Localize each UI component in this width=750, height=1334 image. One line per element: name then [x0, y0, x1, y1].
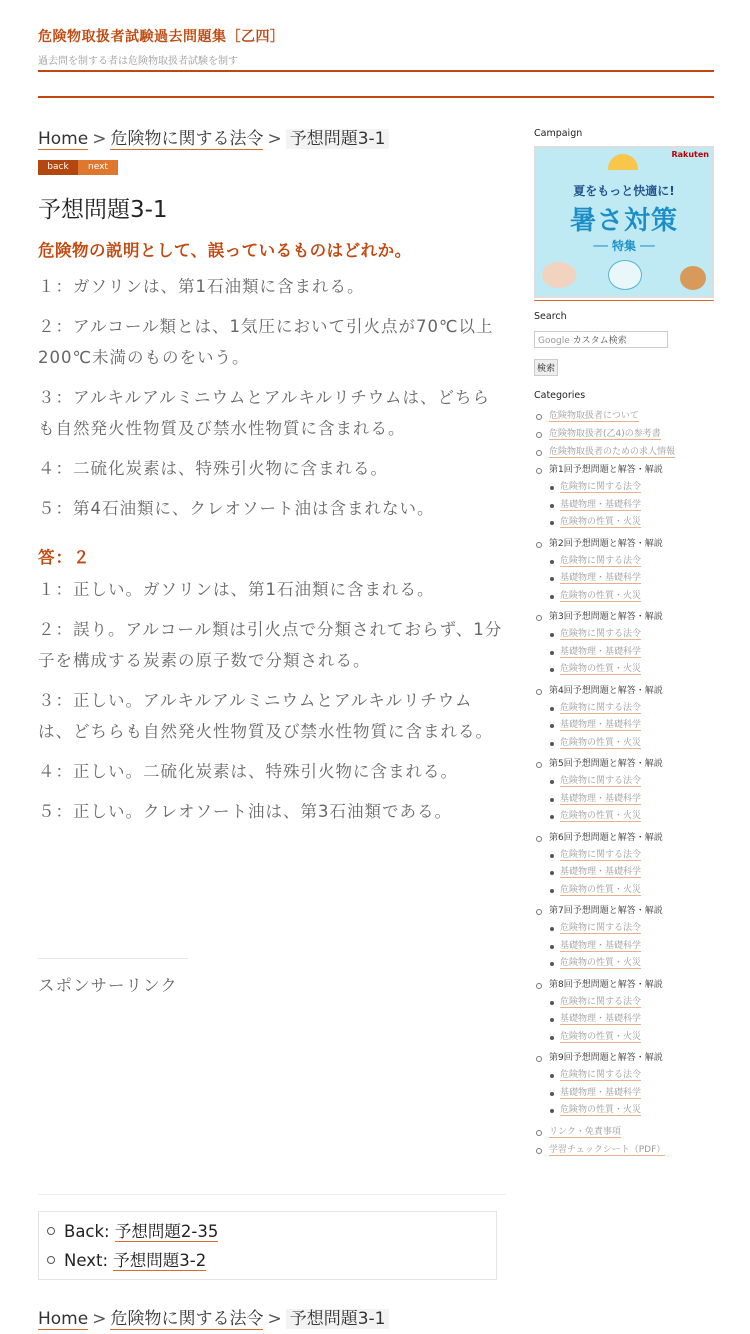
explanation-item: ２：誤り。アルコール類は引火点で分類されておらず、1分子を構成する炭素の原子数で分類される。 [38, 620, 503, 670]
subcategory-item[interactable] [534, 773, 716, 791]
site-description: 過去問を制する者は危険物取扱者試験を制す [38, 56, 238, 67]
subcategory-item[interactable] [534, 570, 716, 588]
category-label: 第5回予想問題と解答・解説 [549, 759, 663, 769]
campaign-banner[interactable] [534, 146, 714, 298]
subcategory-item[interactable] [534, 479, 716, 497]
subcategory-label: 危険物に関する法令 [560, 923, 642, 933]
subcategory-item[interactable] [534, 588, 716, 606]
dog-image [680, 266, 706, 290]
subcategory-label: 基礎物理・基礎科学 [560, 499, 642, 510]
option-item: ２：アルコール類とは、1気圧において引火点が70℃以上200℃未満のものをいう。 [38, 317, 494, 367]
subcategory-label: 基礎物理・基礎科学 [560, 573, 642, 583]
category-item[interactable] [534, 1123, 716, 1141]
subcategory-item[interactable] [534, 514, 716, 532]
category-label: 第9回予想問題と解答・解説 [549, 1053, 663, 1063]
subcategory-label: 危険物の性質・火災 [560, 811, 642, 821]
category-label: 第1回予想問題と解答・解説 [549, 465, 663, 475]
subcategory-label: 危険物の性質・火災 [560, 884, 642, 895]
categories-heading: Categories [534, 390, 586, 401]
category-label: 第2回予想問題と解答・解説 [549, 538, 663, 549]
subcategory-item[interactable] [534, 553, 716, 571]
breadcrumb-bottom [38, 1306, 389, 1332]
category-label: リンク・免責事項 [549, 1126, 621, 1137]
subcategory-item[interactable] [534, 1067, 716, 1085]
breadcrumb-separator: > [92, 1309, 107, 1329]
prev-next-buttons [38, 160, 504, 175]
sleeping-girl-image [542, 262, 576, 288]
post-nav-next [47, 1247, 496, 1276]
search-heading: Search [534, 311, 567, 322]
subcategory-label: 基礎物理・基礎科学 [560, 793, 642, 804]
subcategory-label: 危険物に関する法令 [560, 482, 642, 492]
subcategory-item[interactable] [534, 626, 716, 644]
breadcrumb-separator: > [92, 129, 107, 149]
category-item[interactable] [534, 407, 716, 425]
subcategory-item[interactable] [534, 938, 716, 956]
explanation-item: ５：正しい。クレオソート油は、第3石油類である。 [38, 802, 452, 821]
sidebar [534, 128, 716, 1159]
category-label: 第8回予想問題と解答・解説 [549, 979, 663, 990]
sidebar-divider [534, 300, 714, 301]
category-label: 危険物取扱者(乙4)の参考書 [549, 429, 661, 439]
subcategory-item[interactable] [534, 791, 716, 809]
answer-options [38, 271, 504, 524]
subcategory-label: 危険物に関する法令 [560, 1070, 642, 1080]
category-item[interactable] [534, 755, 716, 773]
subcategory-label: 基礎物理・基礎科学 [560, 1087, 642, 1098]
explanation-item: ４：正しい。二硫化炭素は、特殊引火物に含まれる。 [38, 762, 458, 781]
page-title: 予想問題3-1 [38, 197, 168, 223]
category-item[interactable] [534, 443, 716, 461]
subcategory-item[interactable] [534, 497, 716, 515]
category-item[interactable] [534, 425, 716, 443]
categories-list [534, 407, 716, 1159]
search-input[interactable] [534, 331, 668, 348]
category-label: 第7回予想問題と解答・解説 [549, 906, 663, 916]
category-item[interactable] [534, 682, 716, 700]
breadcrumb-category[interactable]: 危険物に関する法令 [110, 1309, 264, 1329]
category-item[interactable] [534, 976, 716, 994]
category-item[interactable] [534, 608, 716, 626]
post-divider [38, 1194, 506, 1195]
subcategory-item[interactable] [534, 1011, 716, 1029]
category-item[interactable] [534, 461, 716, 479]
category-label: 学習チェックシート（PDF） [549, 1144, 666, 1155]
search-button[interactable]: 検索 [534, 359, 558, 376]
breadcrumb-separator: > [267, 129, 282, 149]
post-nav-back-link[interactable]: 予想問題2-35 [114, 1222, 219, 1241]
answer-heading: 答：２ [38, 548, 91, 567]
breadcrumb-home[interactable]: Home [38, 129, 89, 149]
subcategory-label: 危険物に関する法令 [560, 996, 642, 1007]
question-text: 危険物の説明として、誤っているものはどれか。 [38, 241, 412, 260]
subcategory-label: 基礎物理・基礎科学 [560, 867, 642, 877]
category-item[interactable] [534, 829, 716, 847]
subcategory-item[interactable] [534, 1029, 716, 1047]
subcategory-item[interactable] [534, 920, 716, 938]
subcategory-label: 危険物に関する法令 [560, 555, 642, 566]
category-item[interactable] [534, 535, 716, 553]
option-item: ５：第4石油類に、クレオソート油は含まれない。 [38, 499, 435, 518]
banner-line1: 夏をもっと快適に! [573, 184, 675, 198]
option-item: ４：二硫化炭素は、特殊引火物に含まれる。 [38, 459, 388, 478]
subcategory-label: 危険物に関する法令 [560, 702, 642, 713]
search-google-label: Google [538, 336, 570, 346]
banner-brand: Rakuten [671, 150, 709, 159]
site-title[interactable]: 危険物取扱者試験過去問題集［乙四］ [38, 29, 285, 45]
post-nav-next-label: Next: [64, 1251, 108, 1270]
breadcrumb-current: 予想問題3-1 [286, 1309, 390, 1329]
subcategory-label: 危険物の性質・火災 [560, 1031, 642, 1042]
subcategory-label: 危険物の性質・火災 [560, 958, 642, 968]
option-item: ３：アルキルアルミニウムとアルキルリチウムは、どちらも自然発火性物質及び禁水性物質に含まれる。 [38, 388, 491, 438]
option-item: １：ガソリンは、第1石油類に含まれる。 [38, 277, 365, 296]
subcategory-label: 危険物の性質・火災 [560, 664, 642, 674]
breadcrumb [38, 126, 504, 152]
subcategory-item[interactable] [534, 864, 716, 882]
subcategory-label: 危険物に関する法令 [560, 776, 642, 786]
category-label: 第4回予想問題と解答・解説 [549, 685, 663, 696]
subcategory-label: 基礎物理・基礎科学 [560, 720, 642, 730]
category-item[interactable] [534, 1141, 716, 1159]
campaign-heading: Campaign [534, 128, 583, 139]
subcategory-label: 基礎物理・基礎科学 [560, 1014, 642, 1024]
subcategory-item[interactable] [534, 1085, 716, 1103]
next-button[interactable]: next [78, 160, 118, 175]
subcategory-label: 危険物の性質・火災 [560, 517, 642, 527]
subcategory-item[interactable] [534, 955, 716, 973]
subcategory-label: 危険物の性質・火災 [560, 590, 642, 601]
breadcrumb-separator: > [267, 1309, 282, 1329]
header-divider [38, 70, 714, 72]
subcategory-item[interactable] [534, 808, 716, 826]
subcategory-label: 危険物に関する法令 [560, 629, 642, 639]
subcategory-item[interactable] [534, 847, 716, 865]
post-nav-next-link[interactable]: 予想問題3-2 [113, 1251, 207, 1270]
post-nav-back [47, 1218, 496, 1247]
category-label: 危険物取扱者のための求人情報 [549, 447, 676, 457]
subcategory-label: 基礎物理・基礎科学 [560, 940, 642, 951]
category-item[interactable] [534, 902, 716, 920]
banner-line2: 暑さ対策 [569, 206, 678, 236]
category-label: 第3回予想問題と解答・解説 [549, 612, 663, 622]
sun-icon [608, 154, 638, 170]
subcategory-item[interactable] [534, 644, 716, 662]
search-placeholder: カスタム検索 [572, 336, 627, 346]
category-label: 危険物取扱者について [549, 411, 639, 421]
post-nav-back-label: Back: [64, 1222, 110, 1241]
nav-divider [38, 96, 714, 98]
sponsor-divider [38, 958, 188, 959]
subcategory-item[interactable] [534, 700, 716, 718]
polar-bear-image [608, 260, 642, 290]
site-header [38, 26, 714, 67]
sponsor-label: スポンサーリンク [38, 976, 178, 995]
subcategory-label: 基礎物理・基礎科学 [560, 646, 642, 657]
subcategory-item[interactable] [534, 994, 716, 1012]
banner-line3: ── 特集 ── [593, 239, 655, 253]
back-button[interactable]: back [38, 160, 78, 175]
subcategory-item[interactable] [534, 882, 716, 900]
explanation-item: ３：正しい。アルキルアルミニウムとアルキルリチウムは、どちらも自然発火性物質及び禁水性物質に含まれる。 [38, 691, 493, 741]
breadcrumb-current: 予想問題3-1 [286, 129, 390, 149]
subcategory-item[interactable] [534, 661, 716, 679]
subcategory-label: 危険物の性質・火災 [560, 737, 642, 748]
subcategory-label: 危険物に関する法令 [560, 849, 642, 860]
subcategory-label: 危険物の性質・火災 [560, 1105, 642, 1115]
breadcrumb-home[interactable]: Home [38, 1309, 89, 1329]
subcategory-item[interactable] [534, 1102, 716, 1120]
category-label: 第6回予想問題と解答・解説 [549, 832, 663, 843]
explanations [38, 574, 504, 827]
explanation-item: １：正しい。ガソリンは、第1石油類に含まれる。 [38, 580, 435, 599]
main-content [38, 126, 504, 836]
breadcrumb-category[interactable]: 危険物に関する法令 [110, 129, 264, 149]
post-navigation [38, 1211, 497, 1280]
category-item[interactable] [534, 1049, 716, 1067]
subcategory-item[interactable] [534, 717, 716, 735]
subcategory-item[interactable] [534, 735, 716, 753]
